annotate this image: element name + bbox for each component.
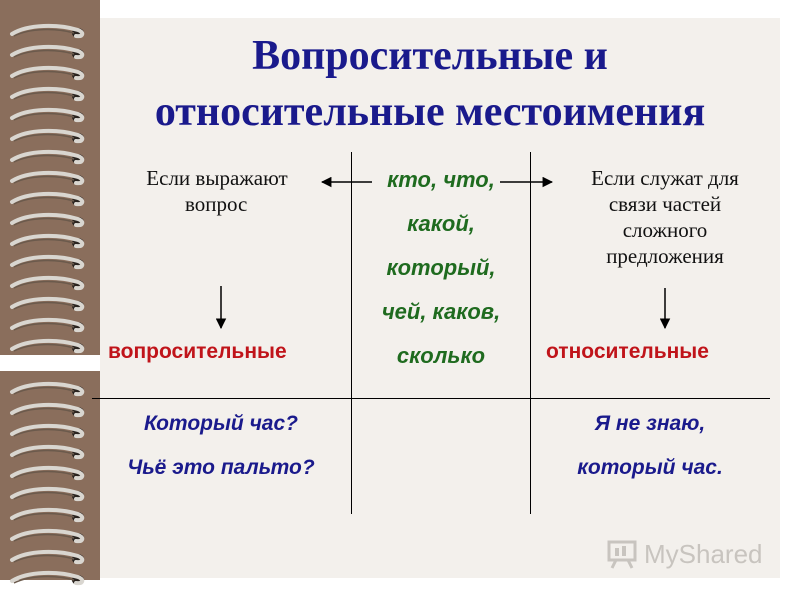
right-condition-line-2: связи частей: [608, 192, 722, 216]
left-example-line-2: Чьё это пальто?: [127, 456, 315, 479]
title-line-2: относительные местоимения: [154, 89, 706, 135]
pronoun-list-item: чей, каков,: [381, 299, 501, 324]
right-condition-line-1: Если служат для: [591, 166, 739, 190]
pronoun-list-item: кто, что,: [387, 167, 495, 192]
left-condition-line-2: вопрос: [185, 192, 248, 216]
left-condition-line-1: Если выражают: [146, 166, 288, 190]
right-examples: [530, 402, 770, 490]
presentation-board-icon: [606, 539, 640, 569]
pronoun-list-item: который,: [386, 255, 496, 280]
term-relative: относительные: [546, 340, 709, 363]
watermark-text: MyShared: [644, 538, 763, 569]
title-line-1: Вопросительные и: [252, 33, 608, 79]
right-example-line-1: Я не знаю,: [594, 412, 706, 435]
left-example-line-1: Который час?: [143, 412, 298, 435]
term-interrogative: вопросительные: [108, 340, 287, 363]
right-condition: [540, 165, 790, 269]
right-example-line-2: который час.: [577, 456, 723, 479]
left-examples: [96, 402, 346, 490]
pronoun-list-item: сколько: [396, 343, 486, 368]
right-condition-line-3: сложного: [622, 218, 708, 242]
pronoun-list: [352, 158, 530, 378]
right-condition-line-4: предложения: [606, 244, 724, 268]
watermark-logo: [606, 536, 763, 572]
pronoun-list-item: какой,: [407, 211, 475, 236]
